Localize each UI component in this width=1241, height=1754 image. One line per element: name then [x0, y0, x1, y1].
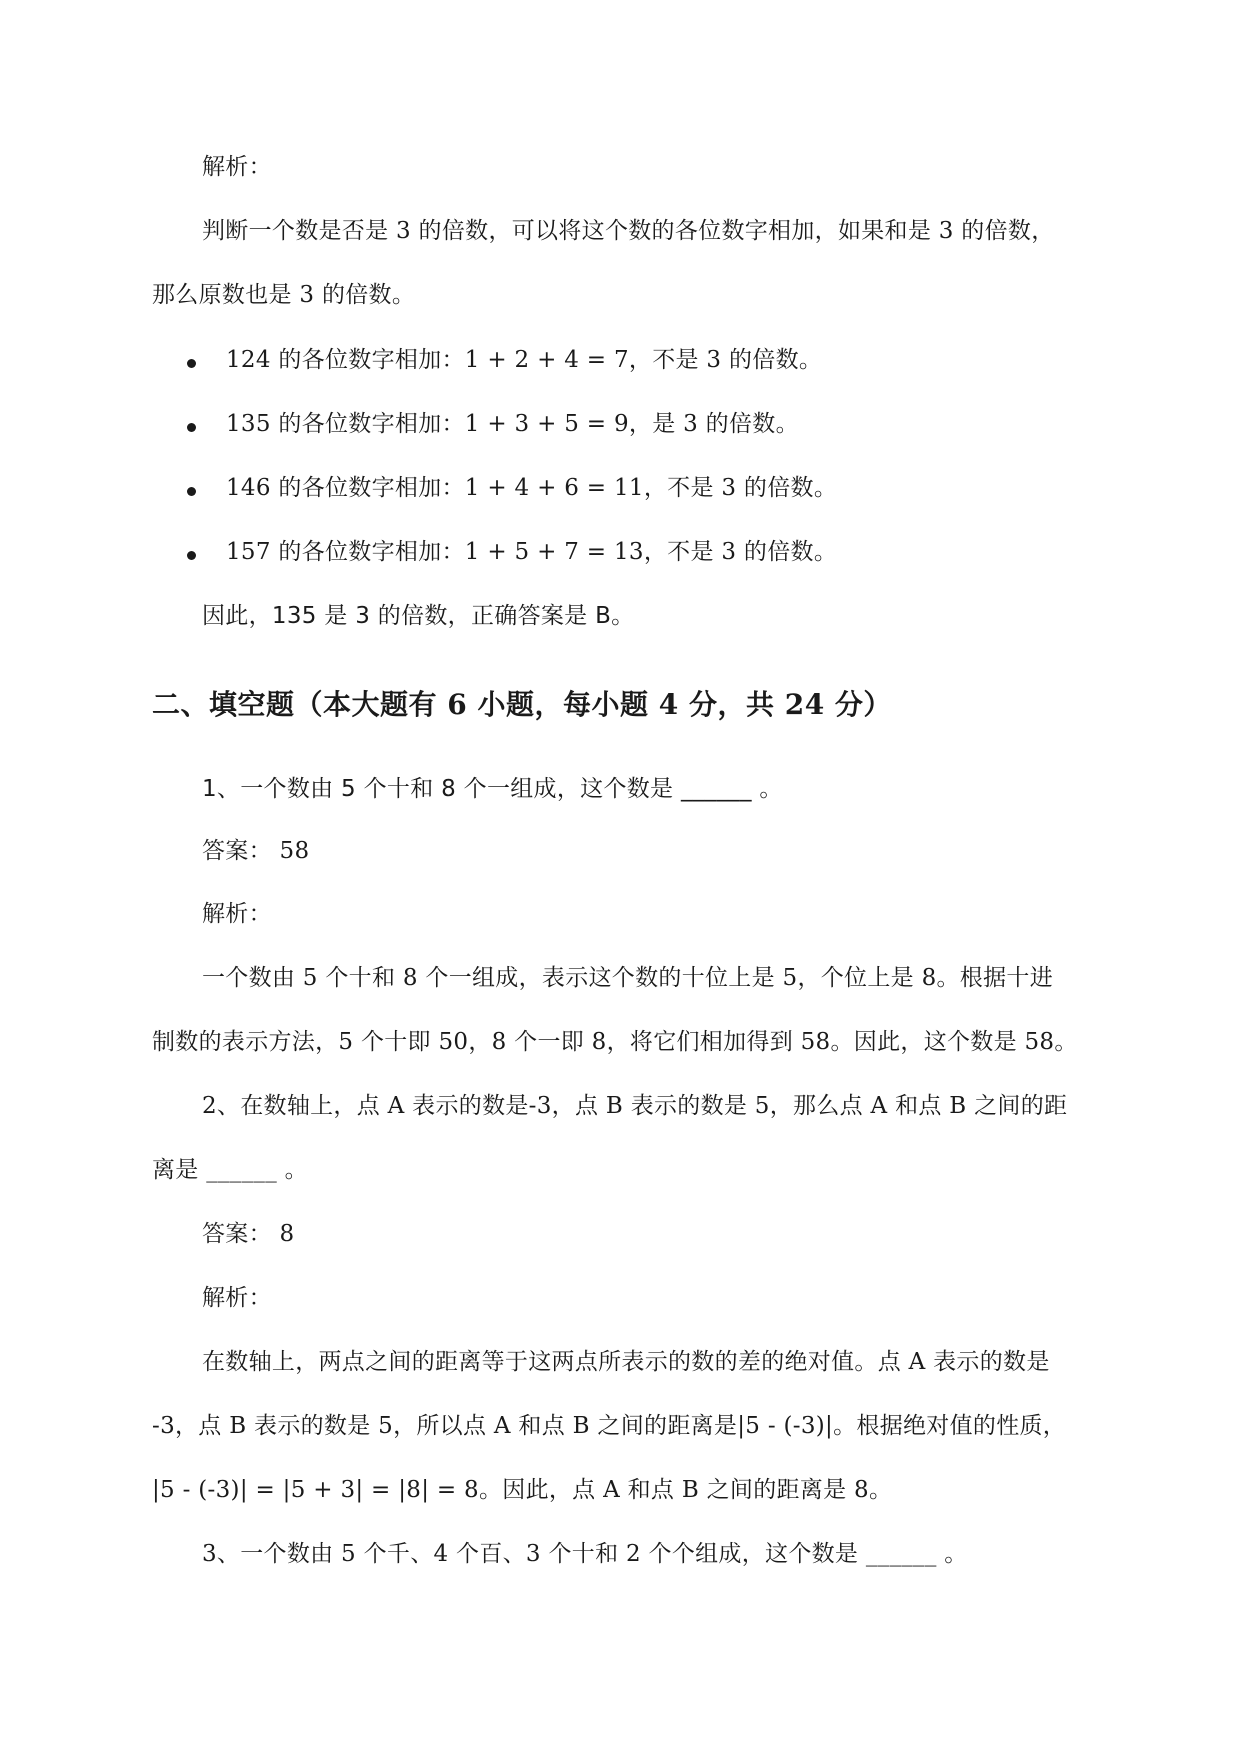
- question-3: 3、一个数由 5 个千、4 个百、3 个十和 2 个个组成，这个数是 ______ 。: [202, 1541, 968, 1567]
- analysis-paragraph-line: 那么原数也是 3 的倍数。: [152, 282, 416, 308]
- analysis-paragraph-line: 判断一个数是否是 3 的倍数，可以将这个数的各位数字相加，如果和是 3 的倍数，: [202, 218, 1055, 244]
- answer-2: 答案： 8: [202, 1221, 295, 1247]
- bullet-icon: [187, 359, 196, 368]
- conclusion-text: 因此，135 是 3 的倍数，正确答案是 B。: [202, 603, 635, 629]
- analysis-label: 解析：: [202, 154, 272, 180]
- section-heading: 二、填空题（本大题有 6 小题，每小题 4 分，共 24 分）: [152, 688, 892, 721]
- question-2: 2、在数轴上，点 A 表示的数是-3，点 B 表示的数是 5，那么点 A 和点 B 之间的距: [202, 1093, 1068, 1119]
- bullet-icon: [187, 551, 196, 560]
- bullet-icon: [187, 423, 196, 432]
- bullet-icon: [187, 487, 196, 496]
- question-1: 1、一个数由 5 个十和 8 个一组成，这个数是 ______ 。: [202, 776, 783, 802]
- bullet-item: 146 的各位数字相加：1 + 4 + 6 = 11，不是 3 的倍数。: [226, 475, 838, 501]
- analysis-paragraph-line: |5 - (-3)| = |5 + 3| = |8| = 8。因此，点 A 和点 B 之间的距离是 8。: [152, 1477, 893, 1503]
- analysis-paragraph-line: 一个数由 5 个十和 8 个一组成，表示这个数的十位上是 5，个位上是 8。根据十进: [202, 965, 1053, 991]
- analysis-paragraph-line: 在数轴上，两点之间的距离等于这两点所表示的数的差的绝对值。点 A 表示的数是: [202, 1349, 1050, 1375]
- bullet-item: 157 的各位数字相加：1 + 5 + 7 = 13，不是 3 的倍数。: [226, 539, 838, 565]
- analysis-label: 解析：: [202, 901, 272, 927]
- bullet-item: 135 的各位数字相加：1 + 3 + 5 = 9，是 3 的倍数。: [226, 411, 799, 437]
- analysis-label: 解析：: [202, 1285, 272, 1311]
- analysis-paragraph-line: -3，点 B 表示的数是 5，所以点 A 和点 B 之间的距离是|5 - (-3)|。根据绝对值的性质，: [152, 1413, 1067, 1439]
- answer-1: 答案： 58: [202, 838, 310, 864]
- bullet-item: 124 的各位数字相加：1 + 2 + 4 = 7，不是 3 的倍数。: [226, 347, 823, 373]
- analysis-paragraph-line: 制数的表示方法，5 个十即 50，8 个一即 8，将它们相加得到 58。因此，这个数是 58。: [152, 1029, 1078, 1055]
- question-2-continued: 离是 ______ 。: [152, 1157, 308, 1183]
